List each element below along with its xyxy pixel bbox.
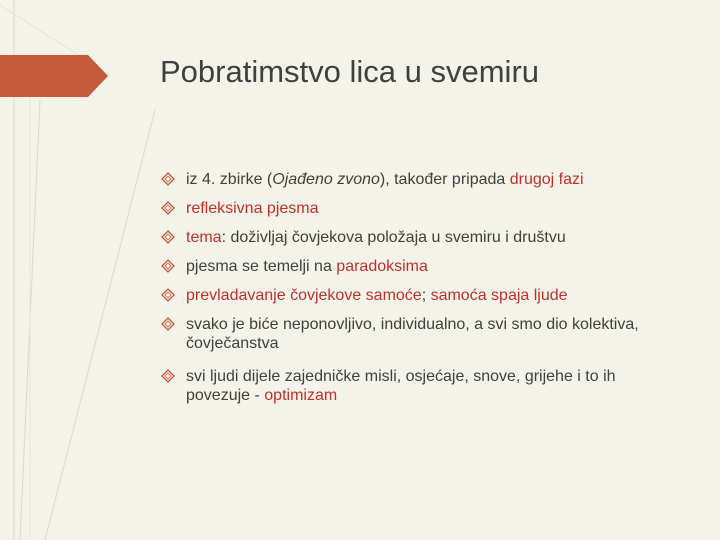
bullet-item <box>160 228 660 247</box>
bullet-text-segment: Ojađeno zvono <box>272 171 380 188</box>
bullet-text-segment: iz 4. zbirke ( <box>186 171 273 188</box>
bullet-item <box>160 315 660 353</box>
bullet-item <box>160 257 660 276</box>
bullet-text-segment: ; <box>421 287 431 304</box>
diamond-bullet-icon <box>161 230 175 244</box>
bullet-text-segment: svi ljudi dijele zajedničke misli, osjećaje, snove, grijehe i to ih povezuje - <box>186 368 616 404</box>
bullet-text-segment: ), također pripada <box>379 171 510 188</box>
bullet-item <box>160 286 660 305</box>
title-accent-bar <box>0 55 108 97</box>
diamond-bullet-icon <box>161 288 175 302</box>
bullet-item <box>160 170 660 189</box>
bullet-text-segment: optimizam <box>264 387 338 404</box>
bullet-text-segment: prevladavanje čovjekove samoće <box>186 287 422 304</box>
bullet-list <box>160 170 660 415</box>
bullet-text-segment: tema <box>186 229 222 246</box>
bullet-text-segment: samoća spaja ljude <box>430 287 568 304</box>
bullet-text-segment: svako je biće neponovljivo, individualno, a svi smo dio kolektiva, čovječanstva <box>186 316 639 352</box>
bullet-item <box>160 199 660 218</box>
slide-title: Pobratimstvo lica u svemiru <box>160 54 540 89</box>
bullet-item <box>160 367 660 405</box>
diamond-bullet-icon <box>161 201 175 215</box>
bullet-text-segment: drugoj fazi <box>509 171 584 188</box>
diamond-bullet-icon <box>161 172 175 186</box>
diamond-bullet-icon <box>161 369 175 383</box>
bullet-text-segment: : doživljaj čovjekova položaja u svemiru i društvu <box>221 229 566 246</box>
bullet-text-segment: refleksivna pjesma <box>186 200 319 217</box>
bullet-text-segment: paradoksima <box>336 258 428 275</box>
diamond-bullet-icon <box>161 317 175 331</box>
diamond-bullet-icon <box>161 259 175 273</box>
bullet-text-segment: pjesma se temelji na <box>186 258 337 275</box>
